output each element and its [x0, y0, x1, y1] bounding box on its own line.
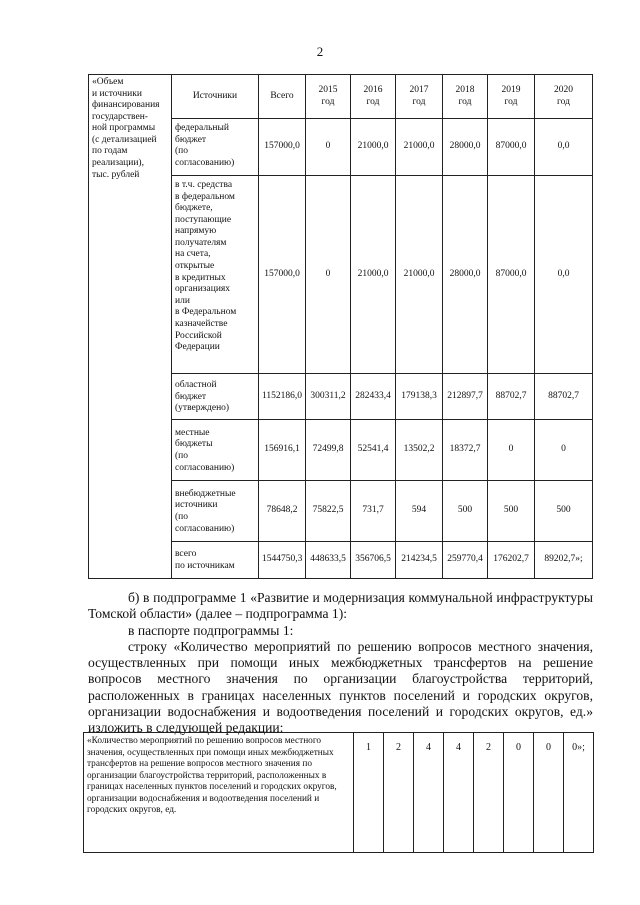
value-cell: 179138,3 [396, 374, 443, 420]
source-cell: областной бюджет (утверждено) [172, 374, 259, 420]
indicator-value: 0 [534, 733, 564, 853]
page-number: 2 [316, 44, 324, 59]
source-cell: внебюджетные источники (по согласованию) [172, 481, 259, 542]
value-cell: 157000,0 [259, 119, 306, 176]
paragraph-passport: в паспорте подпрограммы 1: [128, 623, 294, 638]
header-year: 2018 год [443, 75, 488, 119]
value-cell: 18372,7 [443, 420, 488, 481]
value-cell: 52541,4 [351, 420, 396, 481]
value-cell: 0,0 [535, 176, 593, 374]
source-cell: федеральный бюджет (по согласованию) [172, 119, 259, 176]
value-cell: 21000,0 [351, 176, 396, 374]
value-cell: 0 [488, 420, 535, 481]
value-cell: 1152186,0 [259, 374, 306, 420]
value-cell: 87000,0 [488, 176, 535, 374]
funding-lead-text: «Объем и источники финансирования государствен- ной программы (с детализацией по годам реализации), тыс. рублей [92, 77, 160, 180]
indicator-value: 2 [474, 733, 504, 853]
value-cell: 78648,2 [259, 481, 306, 542]
value-cell: 156916,1 [259, 420, 306, 481]
indicator-description: «Количество мероприятий по решению вопросов местного значения, осуществленных при помощи иных межбюджетных трансфертов на решение вопросов местного значения по организации благоустройства территорий, расположенных в границах населенных пунктов поселений и городских округов, организации водоснабжения и водоотведения поселений и городских округов, ед. [84, 733, 354, 853]
value-cell: 300311,2 [306, 374, 351, 420]
value-cell: 0 [535, 420, 593, 481]
indicator-value: 1 [354, 733, 384, 853]
indicator-value: 0 [504, 733, 534, 853]
value-cell: 0 [306, 176, 351, 374]
table-row [84, 733, 594, 853]
value-cell: 72499,8 [306, 420, 351, 481]
value-cell: 259770,4 [443, 542, 488, 579]
funding-table [88, 74, 593, 579]
value-cell: 89202,7»; [535, 542, 593, 579]
header-total: Всего [259, 75, 306, 119]
header-year: 2020 год [535, 75, 593, 119]
paragraph-subprogram: б) в подпрограмме 1 «Развитие и модернизация коммунальной инфраструктуры Томской области» (далее – подпрограмма 1): [88, 590, 593, 622]
source-cell: всего по источникам [172, 542, 259, 579]
indicator-value: 2 [384, 733, 414, 853]
header-year: 2019 год [488, 75, 535, 119]
value-cell: 13502,2 [396, 420, 443, 481]
value-cell: 157000,0 [259, 176, 306, 374]
value-cell: 0,0 [535, 119, 593, 176]
indicator-value: 4 [414, 733, 444, 853]
value-cell: 21000,0 [351, 119, 396, 176]
value-cell: 448633,5 [306, 542, 351, 579]
value-cell: 356706,5 [351, 542, 396, 579]
value-cell: 731,7 [351, 481, 396, 542]
value-cell: 21000,0 [396, 176, 443, 374]
paragraph-amendment: строку «Количество мероприятий по решению вопросов местного значения, осуществленных при помощи иных межбюджетных трансфертов на решение вопросов местного значения по организации благоустройства территорий, расположенных в границах населенных пунктов поселений и городских округов, организации водоснабжения и водоотведения поселений и городских округов, ед.» изложить в следующей редакции: [88, 639, 593, 736]
value-cell: 28000,0 [443, 176, 488, 374]
header-sources: Источники [172, 75, 259, 119]
value-cell: 88702,7 [535, 374, 593, 420]
value-cell: 88702,7 [488, 374, 535, 420]
source-cell: местные бюджеты (по согласованию) [172, 420, 259, 481]
value-cell: 176202,7 [488, 542, 535, 579]
source-cell: в т.ч. средства в федеральном бюджете, поступающие напрямую получателям на счета, открытые в кредитных организациях или в Федеральном казначействе Российской Федерации [172, 176, 259, 374]
value-cell: 75822,5 [306, 481, 351, 542]
value-cell: 282433,4 [351, 374, 396, 420]
value-cell: 0 [306, 119, 351, 176]
indicator-value: 0»; [564, 733, 594, 853]
value-cell: 500 [488, 481, 535, 542]
header-year: 2015 год [306, 75, 351, 119]
value-cell: 214234,5 [396, 542, 443, 579]
funding-lead-cell [89, 75, 172, 579]
value-cell: 500 [535, 481, 593, 542]
indicator-value: 4 [444, 733, 474, 853]
value-cell: 500 [443, 481, 488, 542]
value-cell: 87000,0 [488, 119, 535, 176]
header-year: 2017 год [396, 75, 443, 119]
value-cell: 212897,7 [443, 374, 488, 420]
value-cell: 594 [396, 481, 443, 542]
value-cell: 1544750,3 [259, 542, 306, 579]
value-cell: 28000,0 [443, 119, 488, 176]
indicator-table [83, 732, 594, 853]
header-year: 2016 год [351, 75, 396, 119]
value-cell: 21000,0 [396, 119, 443, 176]
